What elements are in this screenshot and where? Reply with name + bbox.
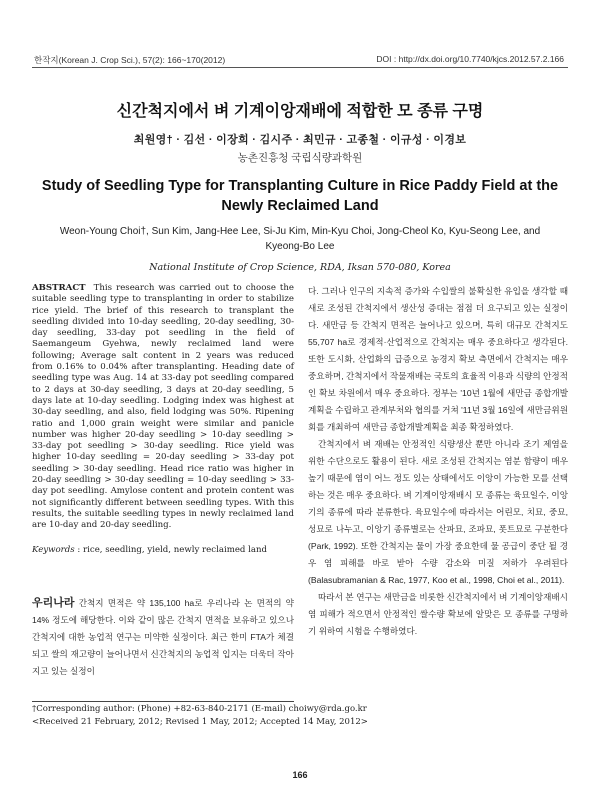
english-title: Study of Seedling Type for Transplanting Culture in Rice Paddy Field at the Newly Reclaimed Land [41,178,559,214]
body-paragraph: 다. 그러나 인구의 지속적 증가와 수입쌀의 불확실한 유입을 생각할 때 새로 조성된 간척지에서 생산성 증대는 점점 더 요구되고 있는 실정이다. 새만금 등 간척지 면적은 늘어나고 있으며, 특히 대규모 간척지도 55,707 ha로 경제적·산업적으로 간척지는 매우 중요하다고 생각된다. 또한 도시화, 산업화의 급증으로 농경지 확보 측면에서 간척지는 매우 중요하며, 간척지에서 작물재배는 국토의 효율적 이용과 식량의 안정적인 확보 차원에서 매우 중요하다. 정부는 '10년 1월에 새만금 종합개발계획을 수립하고 관계부처와 협의를 거쳐 '11년 3월 16일에 새만금위원회를 개최하여 새만금 종합개발계획을 최종 확정하였다. [308,286,568,432]
intro-lead-word: 우리나라 [32,597,75,609]
intro-paragraph [32,595,294,680]
body-paragraph: 따라서 본 연구는 새만금을 비롯한 신간척지에서 벼 기계이앙재배시 염 피해가 적으면서 안정적인 쌀수량 확보에 알맞은 모 종류를 구명하기 위하여 시험을 수행하였다. [308,592,568,636]
korean-title: 신간척지에서 벼 기계이앙재배에 적합한 모 종류 구명 [116,103,484,120]
journal-citation: 한작지(Korean J. Crop Sci.), 57(2): 166~170(2012) [34,55,226,65]
abstract-paragraph [32,283,294,532]
doi-link[interactable]: DOI : http://dx.doi.org/10.7740/kjcs.2012.57.2.166 [376,54,564,64]
korean-authors: 최원영† · 김선 · 이장희 · 김시주 · 최민규 · 고종철 · 이규성 · 이경보 [133,134,467,146]
page-number: 166 [292,770,308,780]
received-dates-footnote: <Received 21 February, 2012; Revised 1 May, 2012; Accepted 14 May, 2012> [32,717,368,727]
keywords-label: Keywords [32,544,75,555]
body-paragraph: 간척지에서 벼 재배는 안정적인 식량생산 뿐만 아니라 조기 제염을 위한 수단으로도 활용이 된다. 새로 조성된 간척지는 염분 함량이 매우 높기 때문에 염이 어느 정도 있는 상태에서도 이앙이 가능한 모를 선택하는 것은 매우 중요하다. 벼 기계이앙재배시 모 종류는 육묘일수, 이앙기의 종류에 따라 분류한다. 육묘일수에 따라서는 어린모, 치묘, 중묘, 성묘로 나누고, 이앙기 종류별로는 산파묘, 조파묘, 폿트묘로 구분한다(Park, 1992). 또한 간척지는 물이 가장 중요한데 물 공급이 중단 될 경우 염 피해를 바로 받아 수량 감소와 미질 저하가 우려된다(Balasubramanian & Rac, 1977, Koo et al., 1998, Choi et al., 2011). [308,439,568,585]
introduction-section [32,595,294,680]
abstract-text: This research was carried out to choose the suitable seedling type to transplanting in order to stabilize rice yield. The brief of this research to transplant the seedling divided into 10-day seedling, 20-day seedling, 30-day seedling, 33-day pot seedling in the field of Saemangeum Gyehwa, newly reclaimed land were following; Average salt content in 2 years was reduced from 0.16% to 0.04% after transplanting. Heading date of seedling type was Aug. 14 at 33-day pot seedling compared to 2 days at 30-day seedling, 3 days at 20-day seedling, 5 days late at 10-day seedling. Lodging index was highest at 30-day seedling, and also, field lodging was 50%. Ripening ratio and 1,000 grain weight were similar and panicle number was higher 20-day seedling > 10-day seedling > 33-day pot seedling > 30-day seedling. Rice yield was higher 10-day seedling = 20-day seedling > 33-day pot seedling > 30-day seedling. Head rice ratio was higher in 20-day seedling > 30-day seedling = 10-day seedling > 33-day pot seedling. Amylose content and protein content was not significantly different between seedling types. With this results, the suitable seedling types in newly reclaimed land are 10-day and 20-day seedling. [32,283,295,531]
abstract-section [32,283,294,556]
keywords-text: : rice, seedling, yield, newly reclaimed land [77,544,268,555]
keywords [32,545,294,556]
english-authors: Weon-Young Choi†, Sun Kim, Jang-Hee Lee, Si-Ju Kim, Min-Kyu Choi, Jong-Cheol Ko, Kyu-Seong Lee, and Kyeong-Bo Lee [59,226,541,252]
english-affiliation: National Institute of Crop Science, RDA, Iksan 570-080, Korea [149,262,451,273]
korean-affiliation: 농촌진흥청 국립식량과학원 [237,152,363,164]
corresponding-author-footnote: †Corresponding author: (Phone) +82-63-840-2171 (E-mail) choiwy@rda.go.kr [32,704,367,714]
intro-text: 간척지 면적은 약 135,100 ha로 우리나라 논 면적의 약 14% 정도에 해당한다. 이와 같이 많은 간척지 면적을 보유하고 있으나 간척지에 대한 농업적 연구는 미약한 실정이다. 최근 한미 FTA가 체결되고 쌀의 재고량이 늘어나면서 신간척지의 농업적 입지는 더욱더 작아지고 있는 실정이 [32,598,294,676]
header-divider [32,67,568,68]
footnote-divider [32,701,294,702]
right-column-body [308,283,568,640]
abstract-label: ABSTRACT [32,283,86,293]
